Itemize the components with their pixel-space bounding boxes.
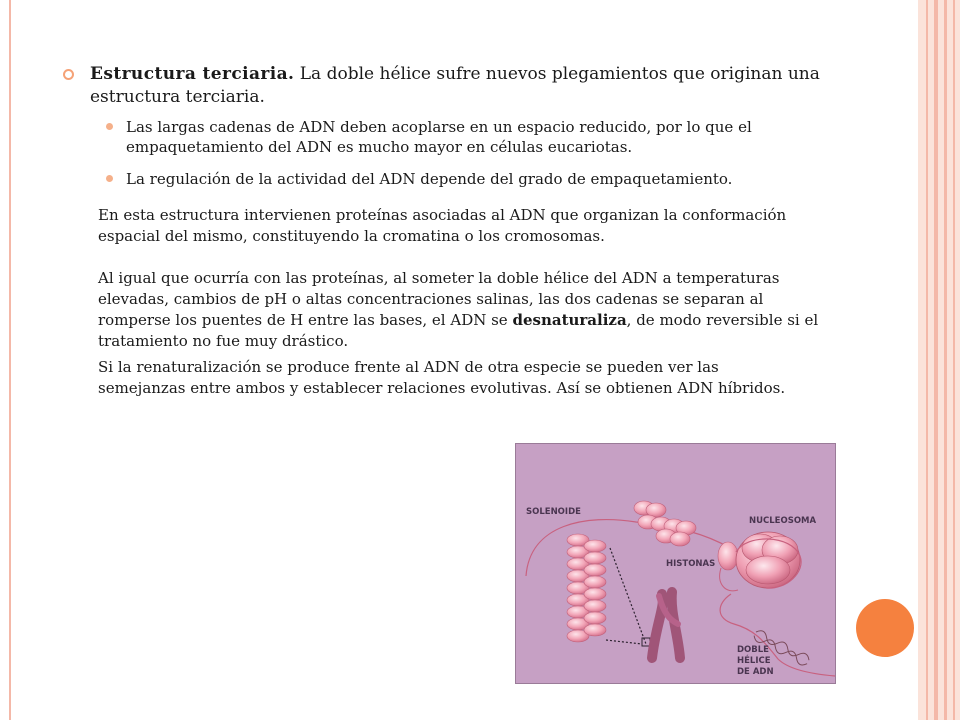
histone-tail: [720, 568, 738, 591]
chromosome-icon: [652, 592, 680, 658]
label-de-adn: DE ADN: [737, 667, 774, 677]
slide-content: [60, 63, 840, 399]
zoom-connector-lower: [606, 640, 642, 644]
histone-bead: [718, 542, 738, 570]
sub-bullet-text: La regulación de la actividad del ADN depende del grado de empaquetamiento.: [126, 170, 733, 188]
nucleosome-chain: [634, 501, 696, 546]
dot-bullet-icon: [106, 123, 113, 130]
paragraph-denaturation-end: , de modo reversible si el tratamiento no fue muy drástico.: [98, 311, 819, 350]
chromatin-diagram: [515, 443, 836, 684]
dot-bullet-icon: [106, 175, 113, 182]
heading-bold: Estructura terciaria.: [90, 64, 295, 84]
sub-bullet-text: Las largas cadenas de ADN deben acoplarse en un espacio reducido, por lo que el empaquetamiento del ADN es mucho mayor en células eucariotas.: [126, 118, 752, 156]
slide-frame-left: [9, 0, 11, 720]
paragraph-renaturation: Si la renaturalización se produce frente al ADN de otra especie se pueden ver las semejanzas entre ambos y establecer relaciones evolutivas. Así se obtienen ADN híbridos.: [98, 358, 786, 397]
paragraph-denaturation-text: Al igual que ocurría con las proteínas, al someter la doble hélice del ADN a temperaturas elevadas, cambios de pH o altas concentraciones salinas, las dos cadenas se separan al romperse los puentes de H entre las bases, el ADN se: [98, 269, 780, 329]
keyword-desnaturaliza: desnaturaliza: [512, 311, 627, 329]
paragraph-structure: En esta estructura intervienen proteínas asociadas al ADN que organizan la conformación espacial del mismo, constituyendo la cromatina o los cromosomas.: [98, 206, 787, 245]
zoom-box: [642, 638, 650, 646]
paragraph-denaturation: [60, 268, 840, 352]
label-solenoide: SOLENOIDE: [526, 507, 581, 517]
sub-bullet-2: [60, 169, 840, 189]
heading-text: La doble hélice sufre nuevos plegamientos que originan una estructura terciaria.: [90, 64, 820, 107]
main-bullet: [60, 63, 840, 109]
nucleosome-core: [736, 532, 801, 588]
label-helice: HÉLICE: [737, 656, 771, 666]
sub-bullet-1: [60, 117, 840, 157]
chromatin-diagram-svg: [516, 444, 835, 683]
zoom-connector: [610, 548, 646, 644]
label-doble: DOBLE: [737, 645, 769, 655]
label-nucleosoma: NUCLEOSOMA: [749, 516, 817, 526]
sub-bullet-list: [60, 117, 840, 189]
label-histonas: HISTONAS: [666, 559, 716, 569]
solenoid-stack: [567, 534, 606, 642]
decorative-orange-circle: [856, 599, 914, 657]
ring-bullet-icon: [63, 69, 74, 80]
slide-frame-right: [918, 0, 960, 720]
